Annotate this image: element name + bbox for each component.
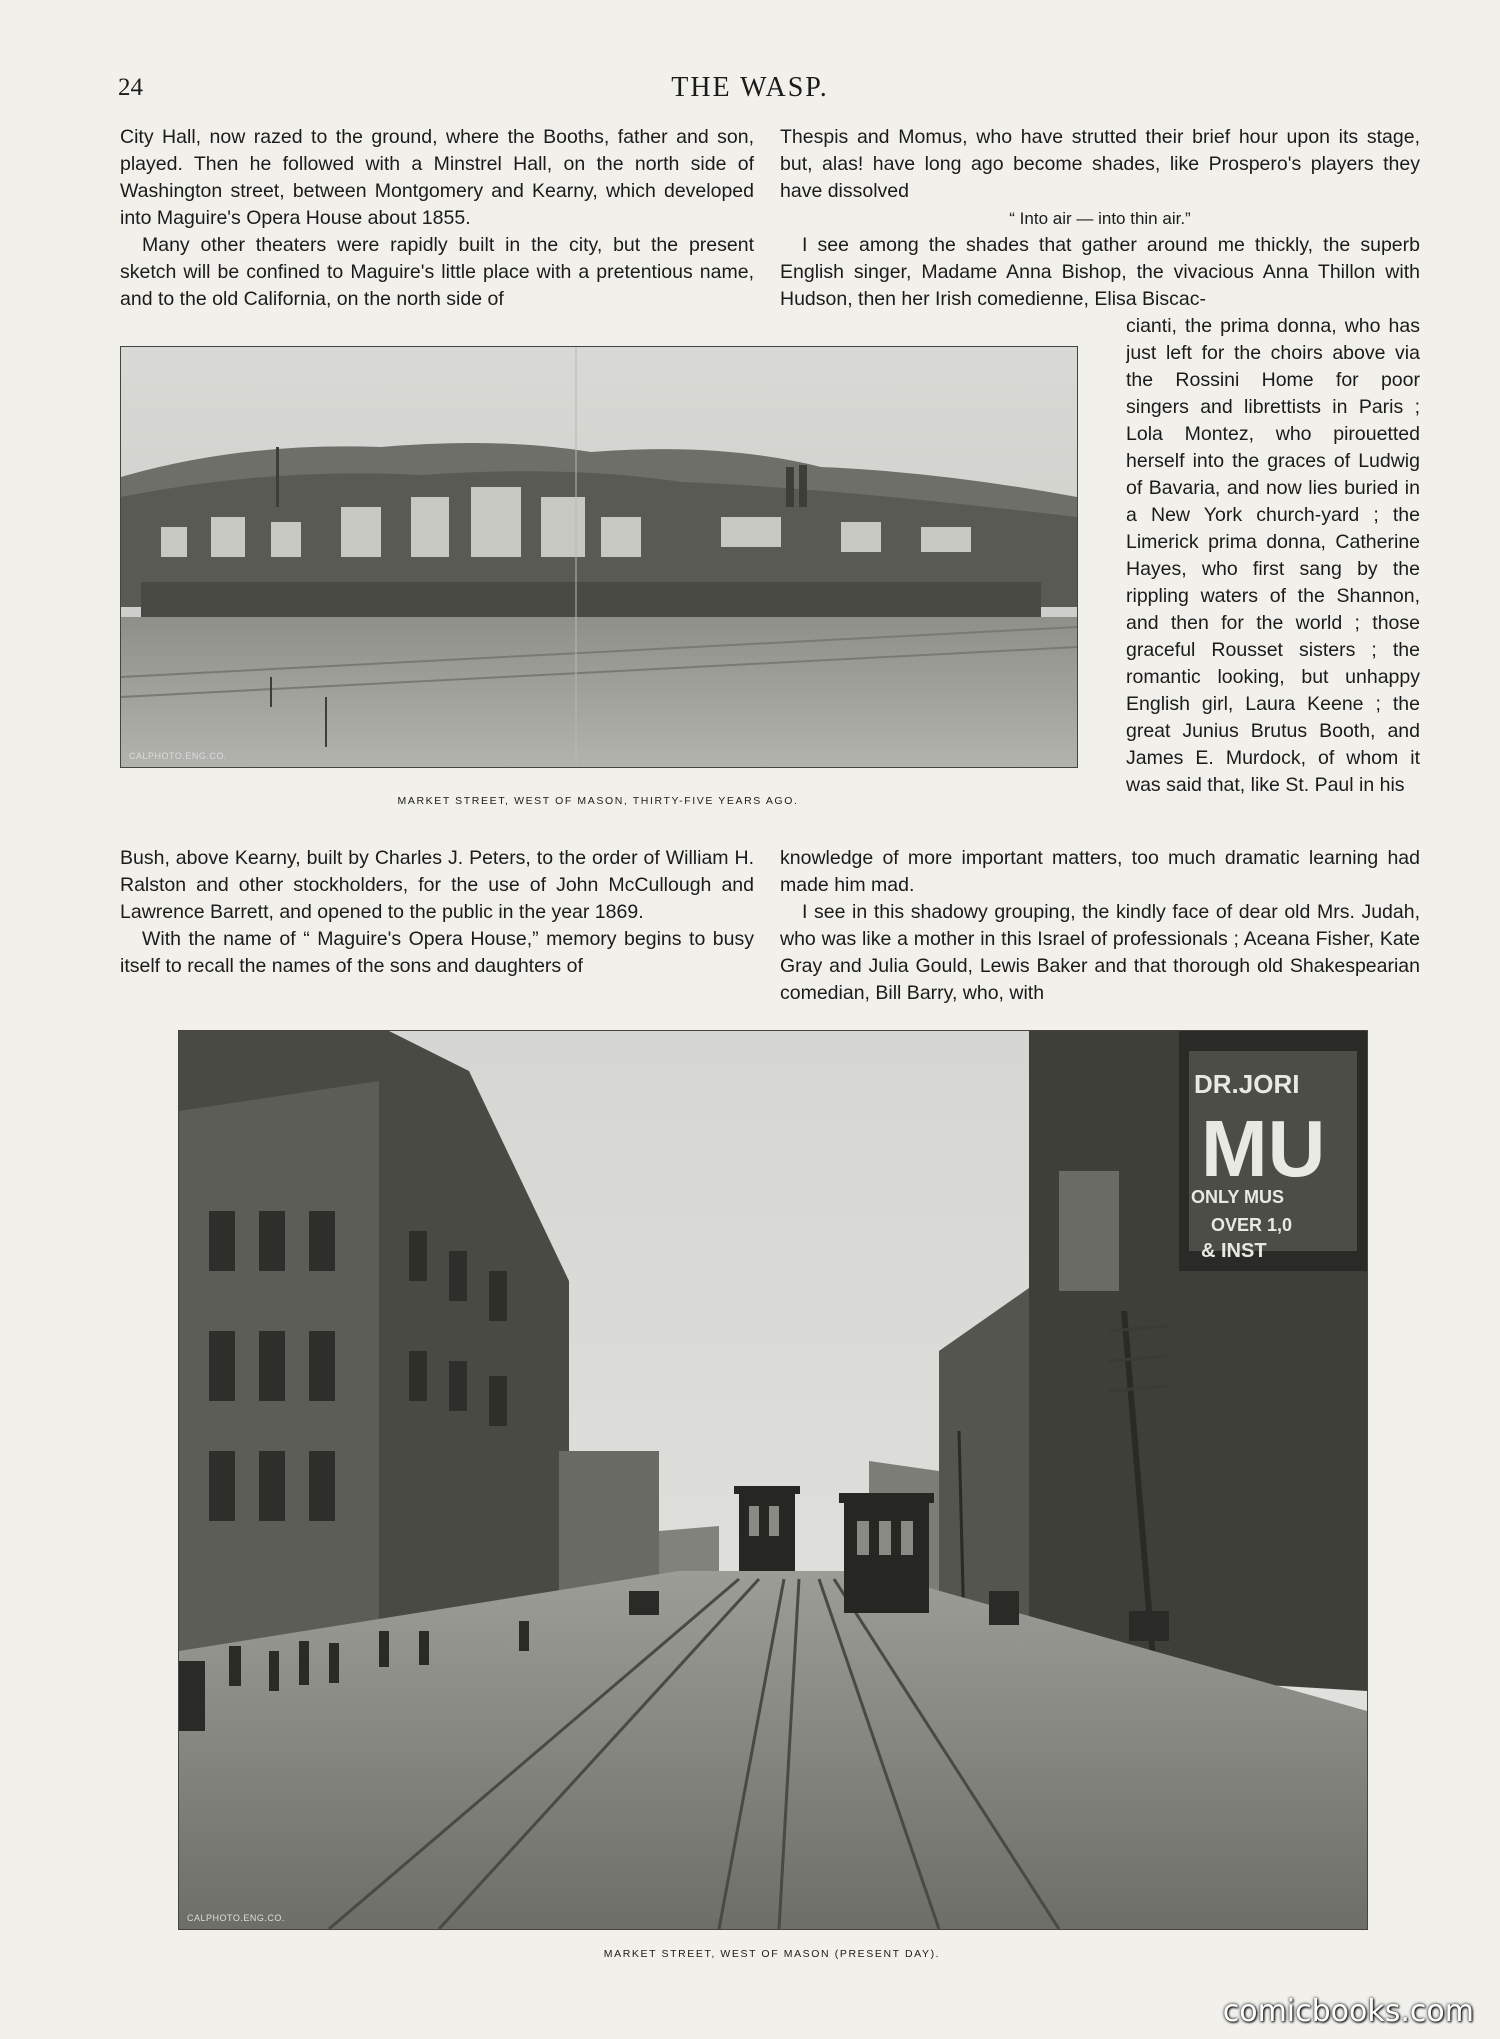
- photo-caption: MARKET STREET, WEST OF MASON (PRESENT DAY).: [603, 1948, 941, 1960]
- sign-text: ONLY MUS: [1191, 1187, 1285, 1207]
- photo-market-street-old: [120, 346, 1078, 768]
- paragraph: I see in this shadowy grouping, the kindly face of dear old Mrs. Judah, who was like a mother in this Israel of professionals ; Aceana Fisher, Kate Gray and Julia Gould, Lewis Baker and that thorough old Shakespearian comedian, Bill Barry, who, with: [780, 901, 1420, 1004]
- paragraph: City Hall, now razed to the ground, where the Booths, father and son, played. Then he followed with a Minstrel Hall, on the north side of Washington street, between Montgomery and Kearny, which developed into Maguire's Opera House about 1855.: [120, 126, 754, 229]
- sign-text: MU: [1201, 1104, 1326, 1193]
- column-mid-right: [780, 845, 1420, 1007]
- column-top-right: [780, 124, 1420, 314]
- quotation: “ Into air — into thin air.”: [1009, 209, 1191, 228]
- watermark: comicbooks.com: [1222, 1994, 1474, 2029]
- photo-present-street-drawing: [179, 1031, 1367, 1929]
- column-wrap-right: [1126, 313, 1420, 853]
- column-mid-left: [120, 845, 754, 1007]
- sign-text: DR.JORI: [1194, 1069, 1300, 1099]
- photo-market-street-present: [178, 1030, 1368, 1930]
- sign-text: & INST: [1201, 1240, 1267, 1262]
- sign-text: OVER 1,0: [1211, 1215, 1293, 1235]
- paragraph: I see among the shades that gather around me thickly, the superb English singer, Madame Anna Bishop, the vivacious Anna Thillon with Hudson, then her Irish comedienne, Elisa Biscac-: [780, 234, 1420, 310]
- paragraph: Thespis and Momus, who have strutted their brief hour upon its stage, but, alas! have long ago become shades, like Prospero's players they have dissolved: [780, 126, 1420, 202]
- photo-caption: MARKET STREET, WEST OF MASON, THIRTY-FIVE YEARS AGO.: [397, 795, 799, 807]
- photo-credit: CALPHOTO.ENG.CO.: [187, 1913, 285, 1923]
- paragraph: With the name of “ Maguire's Opera House,” memory begins to busy itself to recall the names of the sons and daughters of: [120, 928, 754, 977]
- page-title: THE WASP.: [671, 72, 829, 103]
- column-top-left: [120, 124, 754, 314]
- paragraph: cianti, the prima donna, who has just left for the choirs above via the Rossini Home for poor singers and librettists in Paris ; Lola Montez, who pirouetted herself into the graces of Ludwig of Bavaria, and now lies buried in a New York church-yard ; the Limerick prima donna, Catherine Hayes, who first sang by the rippling waters of the Shannon, and then for the world ; those graceful Rousset sisters ; the romantic looking, but unhappy English girl, Laura Keene ; the great Junius Brutus Booth, and James E. Murdock, of whom it was said that, like St. Paul in his: [1126, 315, 1420, 796]
- paragraph: Bush, above Kearny, built by Charles J. Peters, to the order of William H. Ralston and other stockholders, for the use of John McCullough and Lawrence Barrett, and opened to the public in the year 1869.: [120, 847, 754, 923]
- paragraph: Many other theaters were rapidly built in the city, but the present sketch will be confined to Maguire's little place with a pretentious name, and to the old California, on the north side of: [120, 234, 754, 310]
- photo-credit: CALPHOTO.ENG.CO.: [129, 751, 227, 761]
- photo-old-street-drawing: [121, 347, 1077, 767]
- page-number: 24: [118, 74, 143, 101]
- paragraph: knowledge of more important matters, too much dramatic learning had made him mad.: [780, 847, 1420, 896]
